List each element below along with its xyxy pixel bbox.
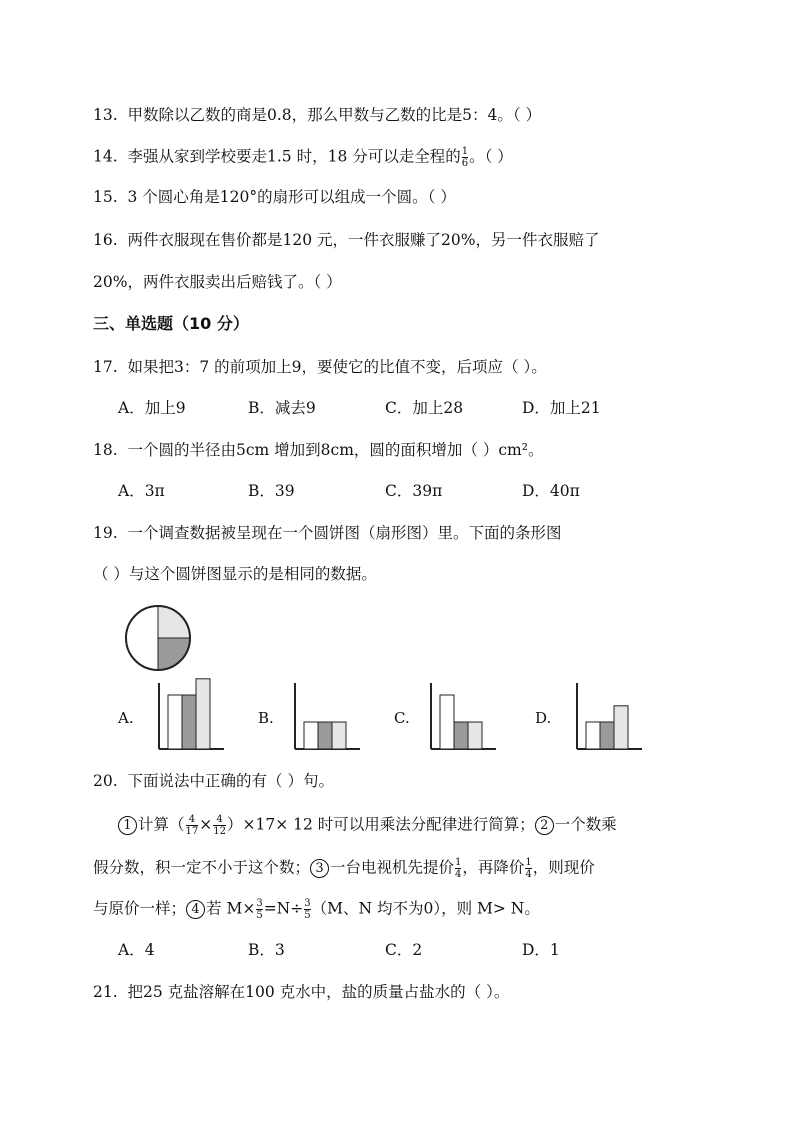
bar <box>182 695 196 749</box>
option-b[interactable]: B．39 <box>248 482 295 500</box>
fraction-numerator: 4 <box>188 814 196 825</box>
fraction-numerator: 1 <box>455 857 462 868</box>
chart-label-c[interactable]: C. <box>394 709 410 727</box>
question-20-statement-line-3 <box>93 898 540 921</box>
option-b[interactable]: B．减去9 <box>248 399 316 417</box>
fraction-denominator: 5 <box>304 910 311 921</box>
bar <box>454 722 468 749</box>
pie-chart <box>124 604 192 672</box>
bar-chart-a <box>156 683 224 753</box>
fraction <box>462 146 468 169</box>
question-17 <box>93 357 547 377</box>
section-title: 三、单选题（10 分） <box>93 314 249 333</box>
question-20-statement-line-2 <box>93 857 595 880</box>
bar <box>304 722 318 749</box>
question-21 <box>93 982 509 1002</box>
times-sign: × <box>199 815 213 834</box>
question-text: 下面说法中正确的有（ ）句。 <box>127 772 334 790</box>
fraction-denominator: 17 <box>185 826 199 837</box>
question-text: 如果把3：7 的前项加上9，要使它的比值不变，后项应（ ）。 <box>127 358 547 376</box>
statement-text: （M、N 均不为0），则 M> N。 <box>311 899 540 918</box>
question-15 <box>93 187 456 207</box>
question-20-statement-line-1 <box>118 814 617 837</box>
question-14 <box>93 146 513 169</box>
question-text-end: 。（ ） <box>469 147 513 166</box>
question-text: 把25 克盐溶解在100 克水中，盐的质量占盐水的（ ）。 <box>127 983 510 1001</box>
question-number: 16. <box>93 231 118 249</box>
question-text: 一个圆的半径由5cm 增加到8cm，圆的面积增加（ ）cm²。 <box>127 441 544 459</box>
chart-label-d[interactable]: D. <box>535 709 552 727</box>
statement-text: ，则现价 <box>532 858 595 877</box>
statement-text: ）×17× 12 时可以用乘法分配律进行简算； <box>226 815 535 834</box>
chart-label-b[interactable]: B. <box>258 709 274 727</box>
fraction <box>304 898 310 921</box>
circled-number-1: 1 <box>118 816 137 835</box>
option-c[interactable]: C．39π <box>385 482 443 500</box>
option-a[interactable]: A．3π <box>118 482 165 500</box>
question-number: 20. <box>93 772 118 790</box>
question-text: 李强从家到学校要走1.5 时，18 分可以走全程的 <box>127 147 461 166</box>
question-text: 一个调查数据被呈现在一个圆饼图（扇形图）里。下面的条形图 <box>127 524 562 542</box>
pie-slice <box>126 606 158 670</box>
question-18 <box>93 440 543 460</box>
fraction <box>525 857 531 880</box>
statement-text: 与原价一样； <box>93 899 187 918</box>
question-number: 18. <box>93 441 118 459</box>
bar <box>196 679 210 749</box>
option-d[interactable]: D．加上21 <box>522 399 601 417</box>
fraction <box>213 814 226 837</box>
bar <box>168 695 182 749</box>
statement-text: =N÷ <box>263 899 304 918</box>
question-number: 14. <box>93 147 118 166</box>
question-number: 15. <box>93 188 118 206</box>
fraction-denominator: 4 <box>525 869 532 880</box>
option-b[interactable]: B．3 <box>248 941 285 959</box>
option-d[interactable]: D．1 <box>522 941 560 959</box>
statement-text: 若 M× <box>206 899 256 918</box>
bar <box>586 722 600 749</box>
circled-number-4: 4 <box>186 900 205 919</box>
question-13 <box>93 105 541 125</box>
bar-chart-d <box>574 683 642 753</box>
fraction-numerator: 1 <box>525 857 532 868</box>
fraction-denominator: 12 <box>213 826 226 837</box>
option-d[interactable]: D．40π <box>522 482 580 500</box>
statement-text: 假分数，积一定不小于这个数； <box>93 858 311 877</box>
bar <box>468 722 482 749</box>
question-number: 17. <box>93 358 118 376</box>
fraction <box>256 898 262 921</box>
statement-text: 一台电视机先提价 <box>330 858 455 877</box>
fraction-denominator: 5 <box>256 910 263 921</box>
option-c[interactable]: C．2 <box>385 941 423 959</box>
bar <box>600 722 614 749</box>
question-19 <box>93 523 562 543</box>
question-16-line-2: 20%，两件衣服卖出后赔钱了。（ ） <box>93 273 342 291</box>
fraction-numerator: 3 <box>304 898 311 909</box>
fraction-denominator: 4 <box>455 869 462 880</box>
question-19-line-2: （ ）与这个圆饼图显示的是相同的数据。 <box>93 565 377 583</box>
question-16 <box>93 230 599 250</box>
fraction-denominator: 6 <box>461 158 469 169</box>
question-number: 21. <box>93 983 118 1001</box>
option-c[interactable]: C．加上28 <box>385 399 464 417</box>
fraction <box>186 814 199 837</box>
chart-label-a[interactable]: A. <box>118 709 134 727</box>
question-text: 甲数除以乙数的商是0.8，那么甲数与乙数的比是5：4。（ ） <box>127 106 542 124</box>
question-text: 两件衣服现在售价都是120 元，一件衣服赚了20%，另一件衣服赔了 <box>127 231 600 249</box>
statement-text: ，再降价 <box>462 858 525 877</box>
bar <box>332 722 346 749</box>
question-number: 13. <box>93 106 118 124</box>
statement-text: 计算（ <box>138 815 185 834</box>
circled-number-2: 2 <box>535 816 554 835</box>
bar-chart-c <box>428 683 496 753</box>
fraction-numerator: 3 <box>256 898 263 909</box>
circled-number-3: 3 <box>310 859 329 878</box>
statement-text: 一个数乘 <box>554 815 617 834</box>
fraction-numerator: 1 <box>461 146 469 157</box>
option-a[interactable]: A．4 <box>118 941 155 959</box>
bar <box>440 695 454 749</box>
option-a[interactable]: A．加上9 <box>118 399 186 417</box>
bar-chart-b <box>292 683 360 753</box>
fraction-numerator: 4 <box>216 814 223 825</box>
question-number: 19. <box>93 524 118 542</box>
bar <box>318 722 332 749</box>
fraction <box>455 857 461 880</box>
bar <box>614 706 628 749</box>
question-text: 3 个圆心角是120°的扇形可以组成一个圆。（ ） <box>127 188 456 206</box>
question-20 <box>93 771 334 791</box>
